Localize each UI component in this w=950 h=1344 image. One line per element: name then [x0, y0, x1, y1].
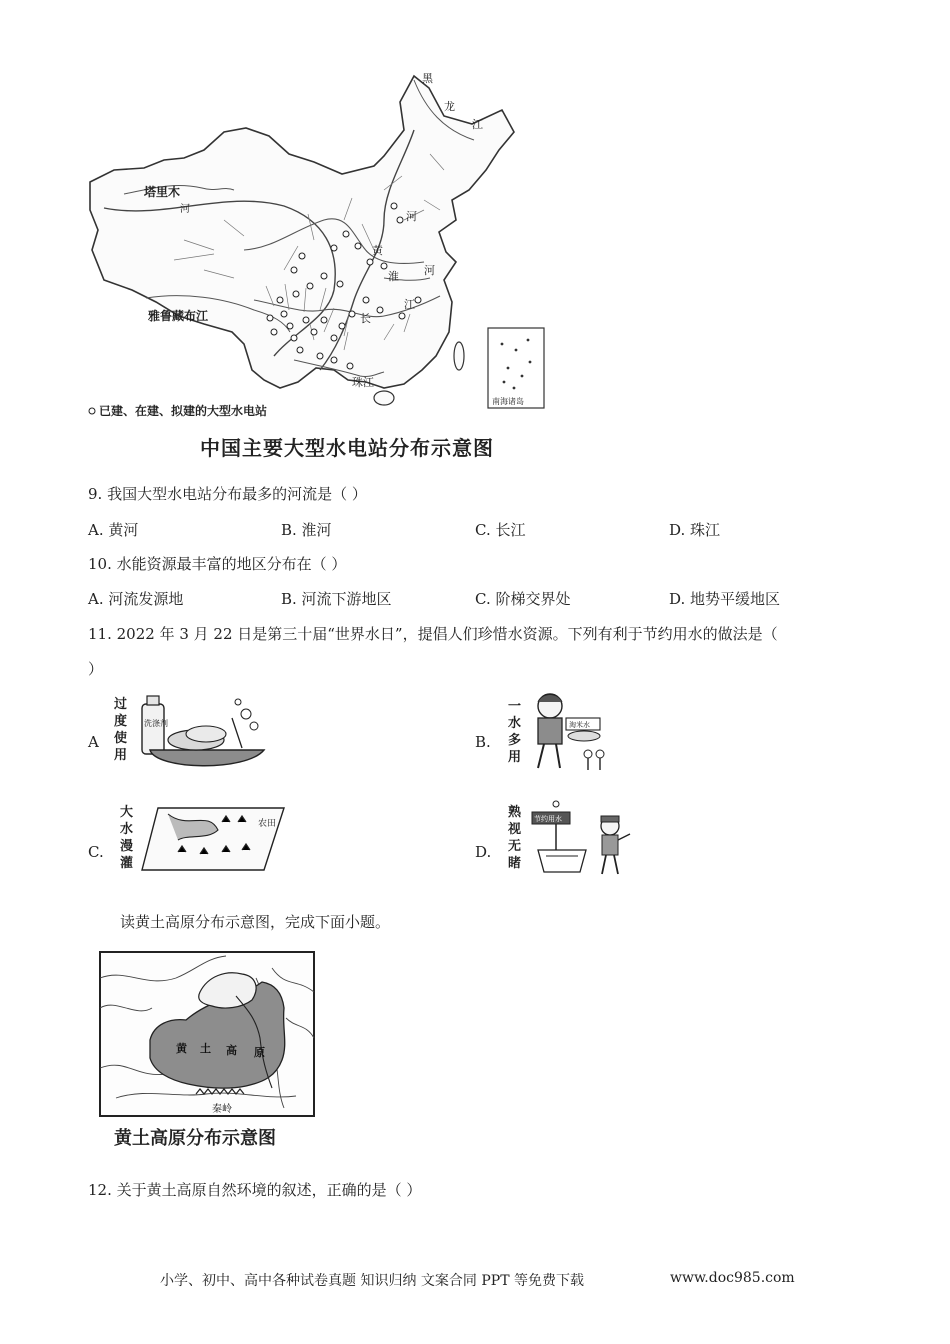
loess-plateau-map	[96, 948, 318, 1120]
label-huai-he: 河	[424, 264, 435, 277]
footer-text: 小学、初中、高中各种试卷真题 知识归纳 文案合同 PPT 等免费下载	[160, 1273, 584, 1289]
hydropower-map-figure	[84, 70, 594, 470]
q10-option-c[interactable]: C. 阶梯交界处	[475, 590, 571, 608]
q12-stem: 12. 关于黄土高原自然环境的叙述，正确的是（ ）	[88, 1181, 422, 1199]
ignoring-leak-drawing	[526, 798, 636, 880]
q11-option-d-image[interactable]	[508, 798, 638, 882]
q11-option-a-image[interactable]	[114, 692, 274, 782]
label-huai: 淮	[388, 270, 399, 283]
legend-station-icon	[89, 408, 95, 414]
label-zhujiang: 珠江	[352, 376, 374, 389]
footer-url[interactable]: www.doc985.com	[670, 1270, 795, 1286]
label-heilong-3: 江	[472, 118, 483, 131]
loess-label-1: 黄	[176, 1042, 187, 1055]
map-caption: 中国主要大型水电站分布示意图	[200, 436, 494, 460]
q11-stem-end: ）	[88, 660, 104, 678]
svg-text:农田: 农田	[258, 819, 277, 829]
q11-stem: 11. 2022 年 3 月 22 日是第三十届“世界水日”，提倡人们珍惜水资源。下列有利于节约用水的做法是（	[88, 625, 778, 643]
svg-text:洗涤剂: 洗涤剂	[144, 719, 168, 728]
china-outline	[90, 76, 514, 388]
label-tarim-he: 河	[180, 204, 190, 215]
loess-label-3: 高	[226, 1044, 237, 1057]
qinling-label: 秦岭	[212, 1104, 232, 1115]
q11-c-caption: 大 水 漫 灌	[120, 805, 134, 871]
loess-label-4: 原	[254, 1046, 265, 1059]
label-inset: 南海诸岛	[492, 397, 524, 406]
loess-label-2: 土	[200, 1042, 211, 1055]
south-sea-inset	[488, 328, 544, 408]
label-huanghe-2: 河	[406, 210, 417, 223]
q9-option-c[interactable]: C. 长江	[475, 521, 526, 539]
map-legend: 已建、在建、拟建的大型水电站	[99, 404, 268, 418]
q9-stem: 9. 我国大型水电站分布最多的河流是（ ）	[88, 485, 367, 503]
label-changjiang-1: 长	[360, 312, 371, 325]
q11-d-caption: 熟 视 无 睹	[508, 805, 522, 871]
svg-text:节约用水: 节约用水	[534, 815, 562, 823]
flood-irrigation-drawing	[138, 800, 288, 878]
q11-option-d-letter[interactable]: D.	[475, 843, 492, 861]
child-reusing-water-drawing	[526, 690, 618, 774]
q10-option-d[interactable]: D. 地势平缓地区	[669, 590, 781, 608]
q11-a-caption: 过 度 使 用	[114, 697, 128, 763]
label-huanghe-1: 黄	[372, 244, 383, 257]
q11-option-a-letter[interactable]: A	[88, 733, 99, 751]
q10-option-a[interactable]: A. 河流发源地	[88, 590, 184, 608]
loess-intro: 读黄土高原分布示意图，完成下面小题。	[120, 913, 391, 931]
q11-option-b-letter[interactable]: B.	[475, 733, 491, 751]
label-tarim: 塔里木	[144, 185, 181, 199]
taiwan-island	[454, 342, 464, 370]
q10-stem: 10. 水能资源最丰富的地区分布在（ ）	[88, 555, 347, 573]
detergent-basin-drawing	[136, 692, 272, 780]
q11-b-caption: 一 水 多 用	[508, 699, 522, 765]
q9-option-a[interactable]: A. 黄河	[88, 521, 139, 539]
loess-caption: 黄土高原分布示意图	[114, 1128, 276, 1149]
q10-option-b[interactable]: B. 河流下游地区	[281, 590, 392, 608]
q9-option-b[interactable]: B. 淮河	[281, 521, 332, 539]
label-heilong-1: 黑	[422, 72, 433, 85]
q11-option-b-image[interactable]	[508, 690, 618, 776]
label-changjiang-2: 江	[404, 298, 415, 311]
q11-option-c-image[interactable]	[120, 800, 290, 880]
china-map	[84, 70, 594, 470]
label-yarlung: 雅鲁藏布江	[148, 309, 209, 323]
q9-option-d[interactable]: D. 珠江	[669, 521, 721, 539]
hainan-island	[374, 391, 394, 405]
q11-option-c-letter[interactable]: C.	[88, 843, 104, 861]
loess-plateau-figure	[96, 948, 318, 1154]
label-heilong-2: 龙	[444, 100, 455, 113]
svg-text:淘米水: 淘米水	[569, 721, 590, 729]
